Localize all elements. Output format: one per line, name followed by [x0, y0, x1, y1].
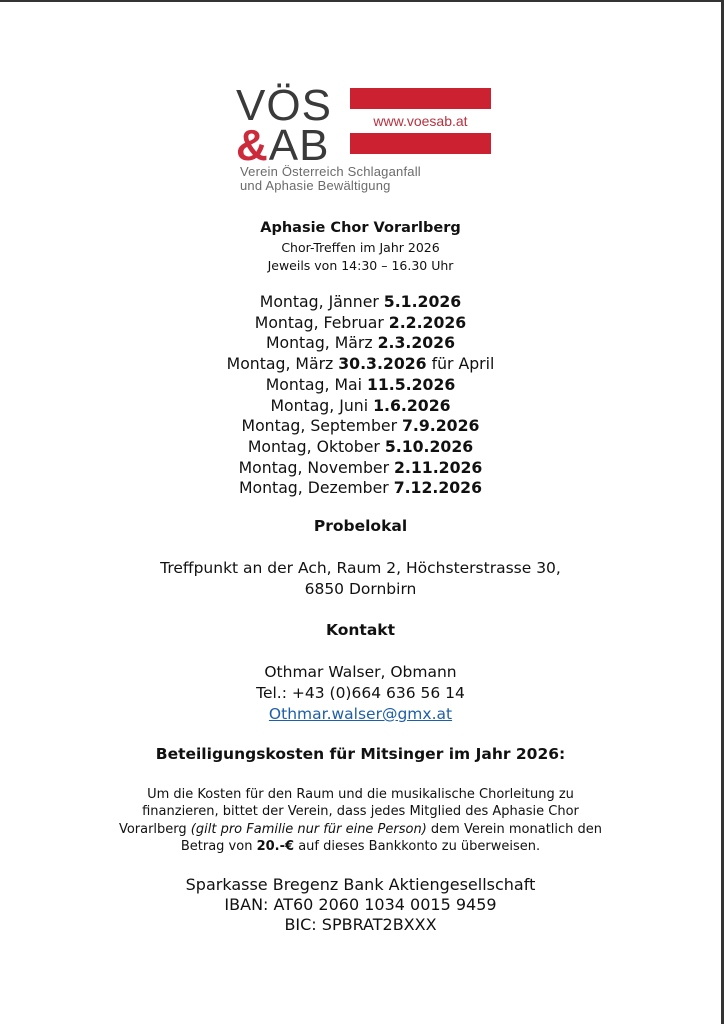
costs-family-note: (gilt pro Familie nur für eine Person) — [190, 822, 427, 837]
contact-phone: Tel.: +43 (0)664 636 56 14 — [256, 684, 465, 702]
date-value: 11.5.2026 — [366, 374, 456, 394]
logo-text-vos: VÖS — [236, 81, 332, 130]
date-item — [0, 416, 721, 437]
date-value: 1.6.2026 — [373, 395, 451, 415]
contact-name: Othmar Walser, Obmann — [264, 663, 457, 681]
date-item — [0, 354, 721, 375]
date-value: 2.11.2026 — [394, 457, 483, 477]
logo-text-ab — [236, 121, 330, 170]
date-prefix: Montag, Juni — [270, 395, 374, 415]
date-item — [0, 313, 721, 334]
costs-line3-end: dem Verein monatlich den — [426, 822, 603, 837]
voesab-logo — [236, 81, 494, 198]
date-prefix: Montag, Jänner — [259, 292, 384, 311]
date-prefix: Montag, September — [241, 416, 403, 436]
costs-paragraph-line1: Um die Kosten für den Raum und die musikalische Chorleitung zu — [147, 787, 574, 802]
date-prefix: Montag, März — [226, 354, 339, 374]
date-prefix: Montag, Oktober — [247, 436, 385, 456]
bank-iban: IBAN: AT60 2060 1034 0015 9459 — [224, 895, 497, 914]
venue-address-line1: Treffpunkt an der Ach, Raum 2, Höchsterstrasse 30, — [160, 559, 561, 577]
date-prefix: Montag, Dezember — [238, 478, 394, 498]
date-value: 5.1.2026 — [383, 292, 462, 311]
date-value: 7.12.2026 — [393, 478, 483, 498]
date-item — [0, 333, 721, 354]
date-prefix: Montag, November — [238, 457, 395, 477]
venue-heading: Probelokal — [313, 517, 408, 535]
date-item — [0, 437, 721, 458]
date-item — [0, 396, 721, 417]
date-value: 5.10.2026 — [384, 436, 474, 456]
costs-line4-end: auf dieses Bankkonto zu überweisen. — [294, 839, 541, 854]
logo-red-bar-bottom — [350, 133, 491, 154]
date-value: 2.2.2026 — [388, 312, 467, 332]
logo-text-ab-letters: AB — [268, 121, 330, 170]
costs-paragraph-line4 — [0, 838, 721, 856]
logo-tagline-line2: und Aphasie Bewältigung — [240, 178, 391, 193]
contact-heading: Kontakt — [325, 621, 395, 639]
date-value: 30.3.2026 — [338, 354, 427, 374]
contact-email-row — [0, 704, 721, 725]
date-prefix: Montag, März — [265, 333, 378, 353]
date-value: 7.9.2026 — [402, 416, 480, 436]
date-value: 2.3.2026 — [377, 333, 455, 353]
costs-heading: Beteiligungskosten für Mitsinger im Jahr 2026: — [155, 745, 566, 763]
costs-amount: 20.-€ — [256, 839, 295, 854]
logo-red-bar-top — [350, 88, 491, 109]
logo-tagline — [240, 165, 421, 193]
costs-paragraph-line3 — [0, 821, 721, 839]
venue-address-line2: 6850 Dornbirn — [304, 580, 417, 598]
date-item — [0, 292, 721, 313]
logo-url: www.voesab.at — [373, 113, 468, 129]
costs-line3-start: Vorarlberg — [118, 822, 191, 837]
page-subtitle: Chor-Treffen im Jahr 2026 — [281, 240, 440, 255]
bank-name: Sparkasse Bregenz Bank Aktiengesellschaft — [185, 875, 536, 894]
logo-tagline-line1: Verein Österreich Schlaganfall — [240, 164, 421, 179]
date-item — [0, 375, 721, 396]
logo-ampersand: & — [236, 121, 269, 170]
page-title: Aphasie Chor Vorarlberg — [260, 220, 461, 236]
date-item — [0, 478, 721, 499]
date-prefix: Montag, Februar — [254, 312, 389, 332]
date-prefix: Montag, Mai — [265, 374, 367, 394]
date-suffix: für April — [426, 354, 495, 374]
date-list — [0, 292, 721, 499]
bank-bic: BIC: SPBRAT2BXXX — [284, 915, 437, 934]
costs-paragraph-line2: finanzieren, bittet der Verein, dass jedes Mitglied des Aphasie Chor — [142, 804, 579, 819]
date-item — [0, 458, 721, 479]
contact-email-link[interactable]: Othmar.walser@gmx.at — [268, 705, 453, 723]
meeting-time: Jeweils von 14:30 – 16.30 Uhr — [267, 258, 454, 273]
costs-line4-start: Betrag von — [180, 839, 257, 854]
